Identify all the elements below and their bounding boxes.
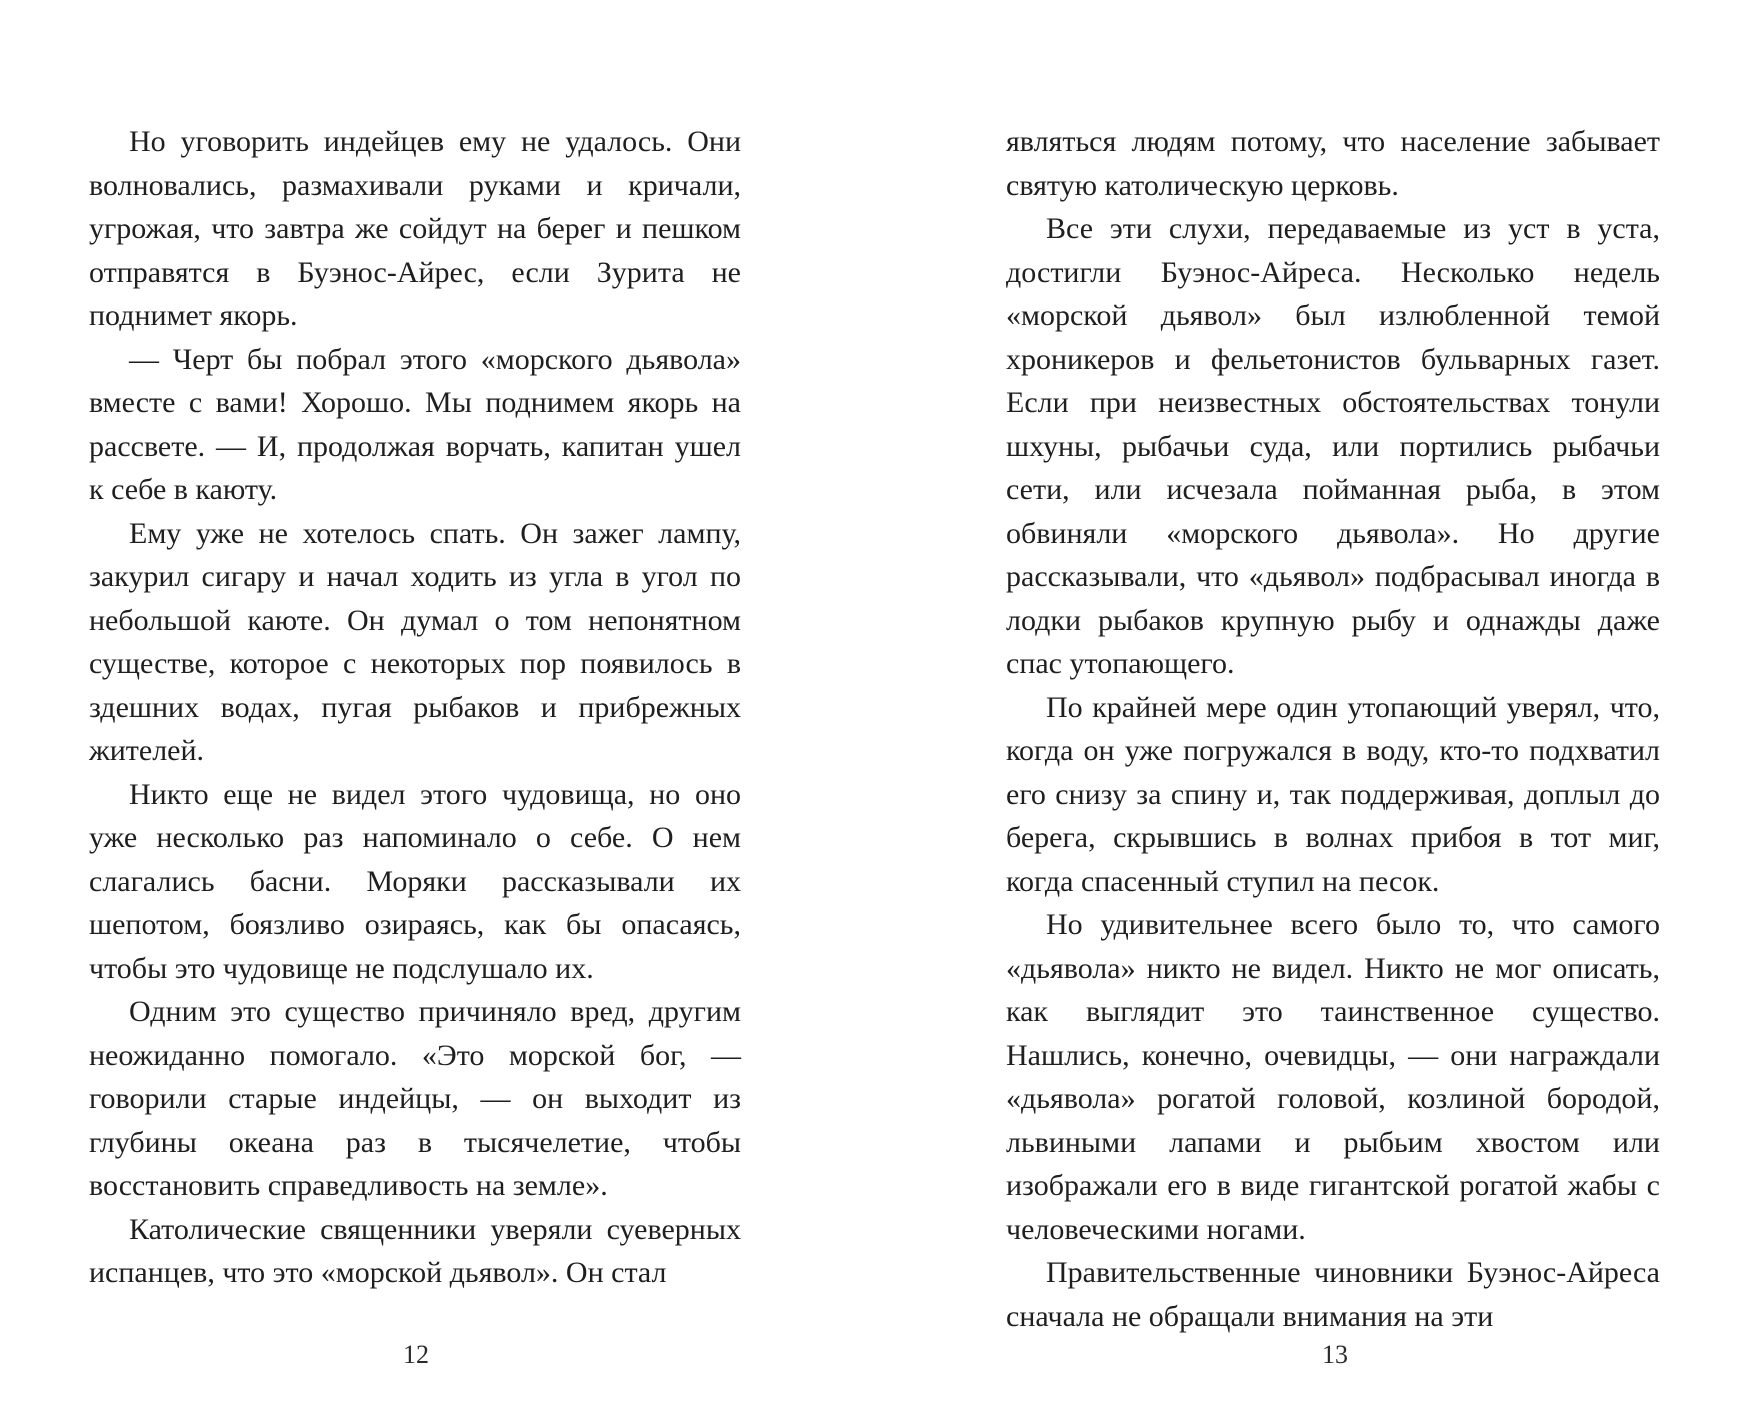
page-number: 13 xyxy=(1322,1340,1348,1369)
paragraph: Все эти слухи, передаваемые из уст в уста, достигли Буэнос-Айреса. Несколько недель «морской дьявол» был излюбленной темой хроникеров и фельетонистов бульварных газет. Если при неизвестных обстоятельствах тонули шхуны, рыбачьи суда, или портились рыбачьи сети, или исчезала пойманная рыба, в этом обвиняли «морского дьявола». Но другие рассказывали, что «дьявол» подбрасывал иногда в лодки рыбаков крупную рыбу и однажды даже спас утопающего. xyxy=(1006,212,1660,680)
paragraph: Католические священники уверяли суеверных испанцев, что это «морской дьявол». Он стал xyxy=(89,1212,741,1289)
paragraph: Но уговорить индейцев ему не удалось. Они волновались, размахивали руками и кричали, угрожая, что завтра же сойдут на берег и пешком отправятся в Буэнос-Айрес, если Зурита не поднимет якорь. xyxy=(89,125,741,332)
paragraph: Правительственные чиновники Буэнос-Айреса сначала не обращали внимания на эти xyxy=(1006,1256,1660,1333)
left-page-text xyxy=(89,120,741,1295)
paragraph-continuation: являться людям потому, что население забывает святую католическую церковь. xyxy=(1006,125,1660,202)
paragraph: Ему уже не хотелось спать. Он зажег лампу, закурил сигару и начал ходить из угла в угол по небольшой каюте. Он думал о том непонятном существе, которое с некоторых пор появилось в здешних водах, пугая рыбаков и прибрежных жителей. xyxy=(89,516,741,767)
paragraph: По крайней мере один утопающий уверял, что, когда он уже погружался в воду, кто-то подхватил его снизу за спину и, так поддерживая, доплыл до берега, скрывшись в волнах прибоя в тот миг, когда спасенный ступил на песок. xyxy=(1006,690,1660,898)
page-number: 12 xyxy=(403,1340,429,1369)
paragraph: Никто еще не видел этого чудовища, но оно уже несколько раз напоминало о себе. О нем слагались басни. Моряки рассказывали их шепотом, боязливо озираясь, как бы опасаясь, чтобы это чудовище не подслушало их. xyxy=(89,777,741,985)
paragraph: — Черт бы побрал этого «морского дьявола» вместе с вами! Хорошо. Мы поднимем якорь на рассвете. — И, продолжая ворчать, капитан ушел к себе в каюту. xyxy=(89,342,741,506)
right-page xyxy=(875,0,1750,1424)
right-page-text xyxy=(1006,120,1660,1338)
paragraph: Но удивительнее всего было то, что самого «дьявола» никто не видел. Никто не мог описать, как выглядит это таинственное существо. Нашлись, конечно, очевидцы, — они награждали «дьявола» рогатой головой, козлиной бородой, львиными лапами и рыбьим хвостом или изображали его в виде гигантской рогатой жабы с человеческими ногами. xyxy=(1006,908,1660,1246)
paragraph: Одним это существо причиняло вред, другим неожиданно помогало. «Это морской бог, — говорили старые индейцы, — он выходит из глубины океана раз в тысячелетие, чтобы восстановить справедливость на земле». xyxy=(89,995,741,1202)
